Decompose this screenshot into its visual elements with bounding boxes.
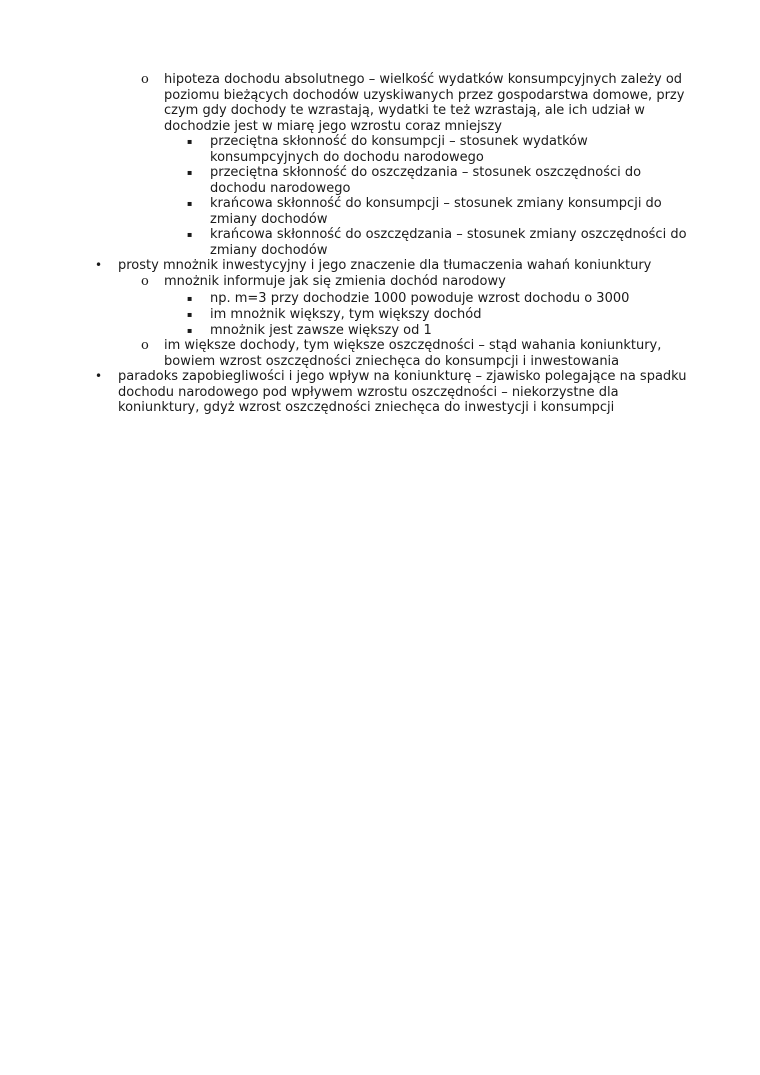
list-item xyxy=(210,227,687,258)
square-bullet-icon: ▪ xyxy=(187,230,193,239)
list-item xyxy=(118,258,651,274)
square-bullet-icon: ▪ xyxy=(187,310,193,319)
list-item-line: paradoks zapobiegliwości i jego wpływ na koniunkturę – zjawisko polegające na spadku xyxy=(118,369,687,384)
list-item xyxy=(210,196,662,227)
circle-bullet-icon: o xyxy=(141,338,149,353)
list-item-line: czym gdy dochody te wzrastają, wydatki te też wzrastają, ale ich udział w xyxy=(164,103,645,118)
list-item-line: zmiany dochodów xyxy=(210,242,328,258)
list-item xyxy=(164,274,506,290)
list-item-line: dochodu narodowego xyxy=(210,180,351,196)
list-item xyxy=(210,323,432,339)
list-item-line: prosty mnożnik inwestycyjny i jego znaczenie dla tłumaczenia wahań koniunktury xyxy=(118,258,652,273)
list-item-line: hipoteza dochodu absolutnego – wielkość wydatków konsumpcyjnych zależy od xyxy=(164,72,683,87)
list-item-line: konsumpcyjnych do dochodu narodowego xyxy=(210,149,484,165)
list-item xyxy=(118,369,687,416)
square-bullet-icon: ▪ xyxy=(187,137,193,146)
square-bullet-icon: ▪ xyxy=(187,294,193,303)
list-item-line: krańcowa skłonność do oszczędzania – stosunek zmiany oszczędności do xyxy=(210,227,687,242)
disc-bullet-icon: • xyxy=(95,258,103,272)
list-item-line: przeciętna skłonność do konsumpcji – stosunek wydatków xyxy=(210,134,588,149)
list-item-line: im mnożnik większy, tym większy dochód xyxy=(210,307,482,322)
square-bullet-icon: ▪ xyxy=(187,199,193,208)
list-item xyxy=(210,134,588,165)
list-item-line: dochodzie jest w miarę jego wzrostu coraz mniejszy xyxy=(164,118,502,134)
list-item-line: krańcowa skłonność do konsumpcji – stosunek zmiany konsumpcji do xyxy=(210,196,662,211)
list-item-line: zmiany dochodów xyxy=(210,211,328,227)
list-item xyxy=(210,307,482,323)
list-item xyxy=(164,338,661,369)
list-item-line: koniunktury, gdyż wzrost oszczędności zniechęca do inwestycji i konsumpcji xyxy=(118,400,615,415)
list-item-line: przeciętna skłonność do oszczędzania – stosunek oszczędności do xyxy=(210,165,642,180)
square-bullet-icon: ▪ xyxy=(187,326,193,335)
disc-bullet-icon: • xyxy=(95,369,103,383)
list-item-line: bowiem wzrost oszczędności zniechęca do konsumpcji i inwestowania xyxy=(164,353,620,369)
circle-bullet-icon: o xyxy=(141,72,149,87)
list-item-line: mnożnik informuje jak się zmienia dochód narodowy xyxy=(164,274,506,289)
circle-bullet-icon: o xyxy=(141,274,149,289)
square-bullet-icon: ▪ xyxy=(187,168,193,177)
list-item xyxy=(164,72,684,134)
list-item-line: poziomu bieżących dochodów uzyskiwanych przez gospodarstwa domowe, przy xyxy=(164,87,685,103)
list-item xyxy=(210,291,629,307)
list-item-line: mnożnik jest zawsze większy od 1 xyxy=(210,323,432,338)
list-item-line: im większe dochody, tym większe oszczędności – stąd wahania koniunktury, xyxy=(164,338,662,353)
list-item xyxy=(210,165,641,196)
list-item-line: np. m=3 przy dochodzie 1000 powoduje wzrost dochodu o 3000 xyxy=(210,291,630,306)
list-item-line: dochodu narodowego pod wpływem wzrostu oszczędności – niekorzystne dla xyxy=(118,384,619,400)
